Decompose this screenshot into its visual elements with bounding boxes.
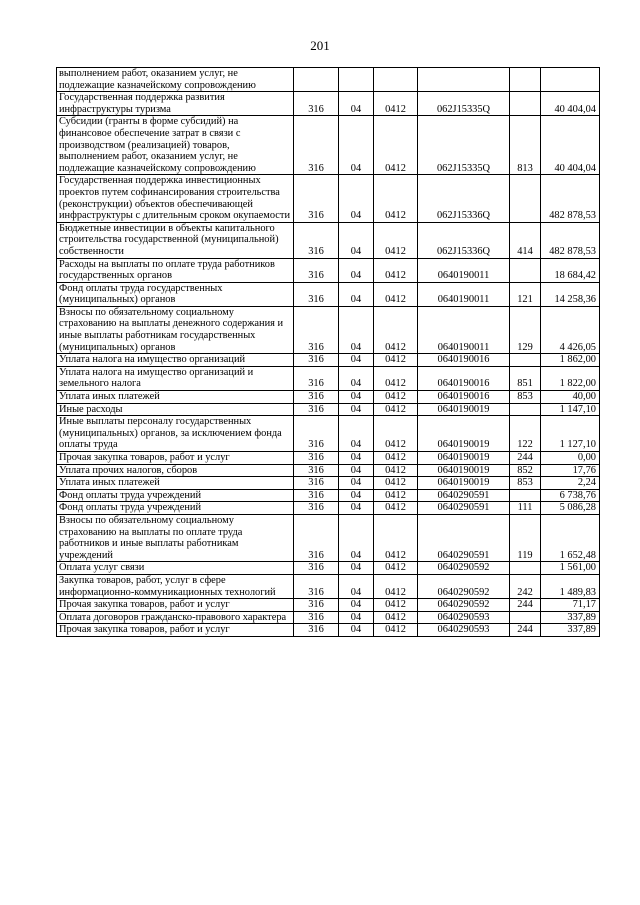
table-row — [57, 452, 600, 465]
table-row — [57, 68, 600, 92]
expense-type-cell: 853 — [510, 477, 541, 490]
expense-name-cell: Расходы на выплаты по оплате труда работников государственных органов — [57, 258, 294, 282]
section-code-cell: 04 — [339, 366, 374, 390]
target-article-cell: 0640190019 — [418, 464, 510, 477]
expense-type-cell: 119 — [510, 514, 541, 561]
target-article-cell: 0640190019 — [418, 477, 510, 490]
table-row — [57, 366, 600, 390]
expense-type-cell: 853 — [510, 391, 541, 404]
ministry-code-cell: 316 — [294, 306, 339, 353]
subsection-code-cell: 0412 — [374, 416, 418, 452]
expense-type-cell — [510, 562, 541, 575]
section-code-cell: 04 — [339, 599, 374, 612]
ministry-code-cell: 316 — [294, 574, 339, 598]
section-code-cell: 04 — [339, 282, 374, 306]
section-code-cell: 04 — [339, 354, 374, 367]
subsection-code-cell: 0412 — [374, 92, 418, 116]
expense-name-cell: Бюджетные инвестиции в объекты капитального строительства государственной (муниципальной) собственности — [57, 222, 294, 258]
amount-cell: 17,76 — [541, 464, 600, 477]
target-article-cell: 0640290591 — [418, 489, 510, 502]
table-row — [57, 562, 600, 575]
target-article-cell: 062J15336Q — [418, 222, 510, 258]
section-code-cell: 04 — [339, 464, 374, 477]
target-article-cell: 0640290593 — [418, 611, 510, 624]
ministry-code-cell: 316 — [294, 175, 339, 222]
ministry-code-cell: 316 — [294, 354, 339, 367]
ministry-code-cell: 316 — [294, 611, 339, 624]
expense-name-cell: Субсидии (гранты в форме субсидий) на финансовое обеспечение затрат в связи с производством (реализацией) товаров, выполнением работ, оказанием услуг, не подлежащие казначейскому сопровождению — [57, 116, 294, 175]
amount-cell: 482 878,53 — [541, 222, 600, 258]
section-code-cell: 04 — [339, 391, 374, 404]
expense-name-cell: Фонд оплаты труда учреждений — [57, 489, 294, 502]
section-code-cell: 04 — [339, 116, 374, 175]
target-article-cell: 0640190016 — [418, 354, 510, 367]
amount-cell: 40 404,04 — [541, 92, 600, 116]
amount-cell — [541, 68, 600, 92]
subsection-code-cell: 0412 — [374, 464, 418, 477]
amount-cell: 40 404,04 — [541, 116, 600, 175]
target-article-cell: 0640290592 — [418, 562, 510, 575]
table-row — [57, 574, 600, 598]
expense-type-cell — [510, 489, 541, 502]
section-code-cell: 04 — [339, 452, 374, 465]
subsection-code-cell: 0412 — [374, 354, 418, 367]
expense-name-cell: Прочая закупка товаров, работ и услуг — [57, 599, 294, 612]
section-code-cell: 04 — [339, 416, 374, 452]
section-code-cell — [339, 68, 374, 92]
ministry-code-cell: 316 — [294, 92, 339, 116]
section-code-cell: 04 — [339, 175, 374, 222]
expense-type-cell — [510, 611, 541, 624]
expense-type-cell — [510, 258, 541, 282]
section-code-cell: 04 — [339, 258, 374, 282]
amount-cell: 14 258,36 — [541, 282, 600, 306]
ministry-code-cell: 316 — [294, 514, 339, 561]
ministry-code-cell: 316 — [294, 464, 339, 477]
target-article-cell: 0640190011 — [418, 258, 510, 282]
amount-cell: 1 147,10 — [541, 403, 600, 416]
ministry-code-cell: 316 — [294, 477, 339, 490]
amount-cell: 40,00 — [541, 391, 600, 404]
subsection-code-cell: 0412 — [374, 599, 418, 612]
expense-type-cell: 813 — [510, 116, 541, 175]
section-code-cell: 04 — [339, 403, 374, 416]
expense-type-cell: 414 — [510, 222, 541, 258]
amount-cell: 337,89 — [541, 611, 600, 624]
expense-name-cell: Взносы по обязательному социальному страхованию на выплаты по оплате труда работников и иные выплаты работникам учреждений — [57, 514, 294, 561]
table-row — [57, 599, 600, 612]
expense-name-cell: Оплата услуг связи — [57, 562, 294, 575]
target-article-cell: 0640290591 — [418, 502, 510, 515]
target-article-cell: 0640290593 — [418, 624, 510, 637]
section-code-cell: 04 — [339, 222, 374, 258]
table-row — [57, 624, 600, 637]
subsection-code-cell: 0412 — [374, 391, 418, 404]
subsection-code-cell: 0412 — [374, 477, 418, 490]
subsection-code-cell: 0412 — [374, 175, 418, 222]
expense-name-cell: Фонд оплаты труда государственных (муниципальных) органов — [57, 282, 294, 306]
ministry-code-cell: 316 — [294, 599, 339, 612]
table-row — [57, 502, 600, 515]
expense-name-cell: Прочая закупка товаров, работ и услуг — [57, 624, 294, 637]
subsection-code-cell: 0412 — [374, 403, 418, 416]
table-row — [57, 489, 600, 502]
amount-cell: 71,17 — [541, 599, 600, 612]
ministry-code-cell: 316 — [294, 116, 339, 175]
table-row — [57, 391, 600, 404]
section-code-cell: 04 — [339, 477, 374, 490]
expense-type-cell: 242 — [510, 574, 541, 598]
expense-type-cell: 244 — [510, 624, 541, 637]
expense-name-cell: Взносы по обязательному социальному страхованию на выплаты денежного содержания и иные выплаты работникам государственных (муниципальных) органов — [57, 306, 294, 353]
budget-table — [56, 67, 600, 637]
amount-cell: 5 086,28 — [541, 502, 600, 515]
section-code-cell: 04 — [339, 562, 374, 575]
amount-cell: 6 738,76 — [541, 489, 600, 502]
ministry-code-cell: 316 — [294, 366, 339, 390]
expense-type-cell: 244 — [510, 599, 541, 612]
section-code-cell: 04 — [339, 306, 374, 353]
amount-cell: 2,24 — [541, 477, 600, 490]
table-body — [57, 68, 600, 637]
section-code-cell: 04 — [339, 514, 374, 561]
subsection-code-cell: 0412 — [374, 562, 418, 575]
section-code-cell: 04 — [339, 92, 374, 116]
table-row — [57, 116, 600, 175]
subsection-code-cell: 0412 — [374, 258, 418, 282]
subsection-code-cell: 0412 — [374, 514, 418, 561]
ministry-code-cell: 316 — [294, 391, 339, 404]
target-article-cell: 0640190019 — [418, 403, 510, 416]
amount-cell: 18 684,42 — [541, 258, 600, 282]
table-row — [57, 258, 600, 282]
ministry-code-cell: 316 — [294, 222, 339, 258]
expense-name-cell: Уплата налога на имущество организаций — [57, 354, 294, 367]
subsection-code-cell: 0412 — [374, 282, 418, 306]
subsection-code-cell: 0412 — [374, 222, 418, 258]
table-row — [57, 92, 600, 116]
expense-name-cell: Уплата иных платежей — [57, 477, 294, 490]
table-row — [57, 354, 600, 367]
target-article-cell: 062J15335Q — [418, 92, 510, 116]
expense-type-cell — [510, 354, 541, 367]
ministry-code-cell: 316 — [294, 282, 339, 306]
target-article-cell — [418, 68, 510, 92]
subsection-code-cell: 0412 — [374, 489, 418, 502]
expense-name-cell: Прочая закупка товаров, работ и услуг — [57, 452, 294, 465]
table-row — [57, 477, 600, 490]
table-row — [57, 464, 600, 477]
amount-cell: 1 862,00 — [541, 354, 600, 367]
amount-cell: 482 878,53 — [541, 175, 600, 222]
section-code-cell: 04 — [339, 489, 374, 502]
table-row — [57, 306, 600, 353]
expense-name-cell: Уплата прочих налогов, сборов — [57, 464, 294, 477]
expense-type-cell — [510, 92, 541, 116]
subsection-code-cell: 0412 — [374, 624, 418, 637]
table-row — [57, 222, 600, 258]
amount-cell: 1 822,00 — [541, 366, 600, 390]
expense-name-cell: Закупка товаров, работ, услуг в сфере информационно-коммуникационных технологий — [57, 574, 294, 598]
expense-name-cell: Государственная поддержка инвестиционных проектов путем софинансирования строительства (реконструкции) объектов обеспечивающей инфраструктуры с длительным сроком окупаемости — [57, 175, 294, 222]
ministry-code-cell: 316 — [294, 562, 339, 575]
target-article-cell: 0640290592 — [418, 574, 510, 598]
table-row — [57, 611, 600, 624]
amount-cell: 1 489,83 — [541, 574, 600, 598]
amount-cell: 1 127,10 — [541, 416, 600, 452]
subsection-code-cell: 0412 — [374, 574, 418, 598]
amount-cell: 1 652,48 — [541, 514, 600, 561]
expense-type-cell: 129 — [510, 306, 541, 353]
expense-type-cell: 111 — [510, 502, 541, 515]
ministry-code-cell — [294, 68, 339, 92]
section-code-cell: 04 — [339, 574, 374, 598]
table-row — [57, 416, 600, 452]
target-article-cell: 0640190019 — [418, 452, 510, 465]
target-article-cell: 062J15335Q — [418, 116, 510, 175]
amount-cell: 337,89 — [541, 624, 600, 637]
section-code-cell: 04 — [339, 502, 374, 515]
target-article-cell: 0640190011 — [418, 306, 510, 353]
target-article-cell: 0640190011 — [418, 282, 510, 306]
target-article-cell: 0640190016 — [418, 391, 510, 404]
expense-type-cell: 121 — [510, 282, 541, 306]
ministry-code-cell: 316 — [294, 416, 339, 452]
ministry-code-cell: 316 — [294, 624, 339, 637]
subsection-code-cell: 0412 — [374, 611, 418, 624]
target-article-cell: 062J15336Q — [418, 175, 510, 222]
table-row — [57, 403, 600, 416]
amount-cell: 1 561,00 — [541, 562, 600, 575]
expense-name-cell: Иные расходы — [57, 403, 294, 416]
expense-type-cell: 852 — [510, 464, 541, 477]
expense-name-cell: выполнением работ, оказанием услуг, не подлежащие казначейскому сопровождению — [57, 68, 294, 92]
table-row — [57, 175, 600, 222]
target-article-cell: 0640290591 — [418, 514, 510, 561]
expense-name-cell: Иные выплаты персоналу государственных (муниципальных) органов, за исключением фонда оплаты труда — [57, 416, 294, 452]
expense-type-cell — [510, 403, 541, 416]
expense-type-cell: 851 — [510, 366, 541, 390]
target-article-cell: 0640190019 — [418, 416, 510, 452]
expense-type-cell — [510, 175, 541, 222]
subsection-code-cell: 0412 — [374, 116, 418, 175]
expense-name-cell: Фонд оплаты труда учреждений — [57, 502, 294, 515]
expense-name-cell: Уплата иных платежей — [57, 391, 294, 404]
ministry-code-cell: 316 — [294, 489, 339, 502]
expense-type-cell: 122 — [510, 416, 541, 452]
subsection-code-cell: 0412 — [374, 502, 418, 515]
page-number: 201 — [310, 38, 330, 53]
ministry-code-cell: 316 — [294, 403, 339, 416]
ministry-code-cell: 316 — [294, 452, 339, 465]
table-row — [57, 282, 600, 306]
subsection-code-cell — [374, 68, 418, 92]
expense-type-cell — [510, 68, 541, 92]
ministry-code-cell: 316 — [294, 258, 339, 282]
target-article-cell: 0640190016 — [418, 366, 510, 390]
ministry-code-cell: 316 — [294, 502, 339, 515]
amount-cell: 0,00 — [541, 452, 600, 465]
section-code-cell: 04 — [339, 611, 374, 624]
subsection-code-cell: 0412 — [374, 366, 418, 390]
expense-name-cell: Уплата налога на имущество организаций и земельного налога — [57, 366, 294, 390]
expense-type-cell: 244 — [510, 452, 541, 465]
target-article-cell: 0640290592 — [418, 599, 510, 612]
expense-name-cell: Оплата договоров гражданско-правового характера — [57, 611, 294, 624]
amount-cell: 4 426,05 — [541, 306, 600, 353]
section-code-cell: 04 — [339, 624, 374, 637]
subsection-code-cell: 0412 — [374, 306, 418, 353]
table-row — [57, 514, 600, 561]
expense-name-cell: Государственная поддержка развития инфраструктуры туризма — [57, 92, 294, 116]
subsection-code-cell: 0412 — [374, 452, 418, 465]
